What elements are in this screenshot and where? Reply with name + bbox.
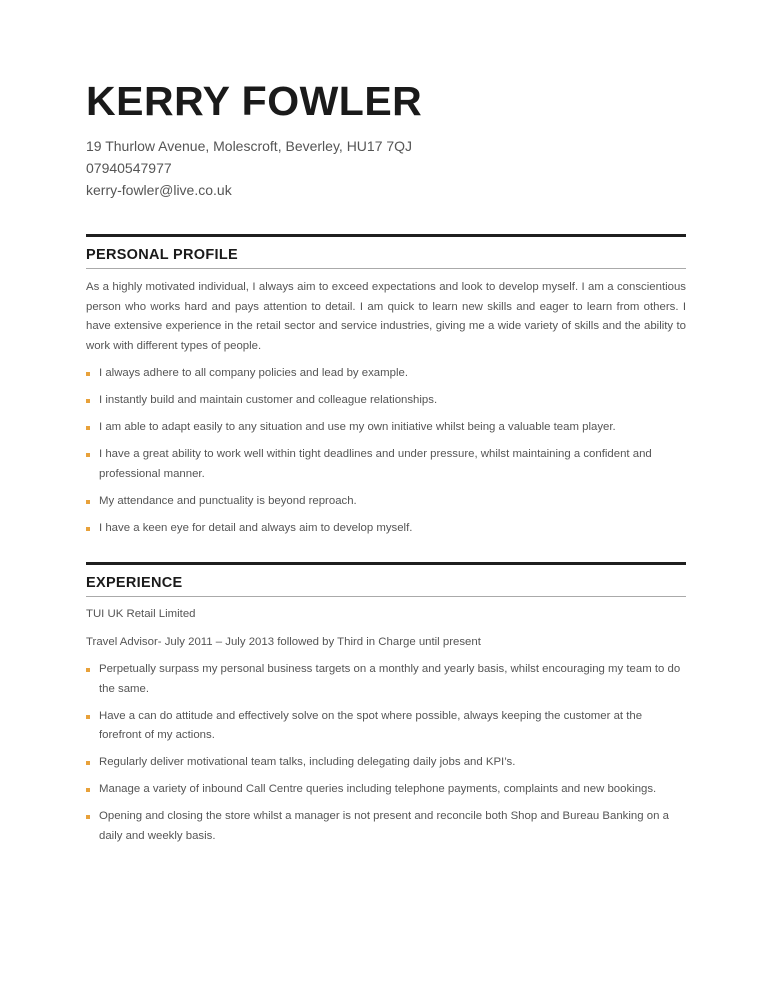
list-item-text: I am able to adapt easily to any situation and use my own initiative whilst being a valuable team player. (99, 421, 616, 433)
experience-bullet-list (86, 660, 686, 846)
profile-heading: PERSONAL PROFILE (86, 247, 238, 263)
list-item (86, 753, 686, 773)
list-item (86, 492, 686, 512)
list-item (86, 519, 686, 539)
list-item-text: My attendance and punctuality is beyond reproach. (99, 494, 357, 507)
bullet-square-icon (86, 372, 90, 376)
address-line: 19 Thurlow Avenue, Molescroft, Beverley, HU17 7QJ (86, 138, 413, 154)
section-underline (86, 596, 686, 597)
job-role: Travel Advisor- July 2011 – July 2013 followed by Third in Charge until present (86, 635, 481, 648)
list-item (86, 780, 686, 800)
list-item-text: Manage a variety of inbound Call Centre queries including telephone payments, complaints and new bookings. (99, 783, 657, 795)
bullet-square-icon (86, 399, 90, 403)
candidate-name: KERRY FOWLER (86, 78, 423, 124)
profile-section (86, 234, 686, 538)
contact-block (86, 135, 412, 201)
list-item-text: Opening and closing the store whilst a manager is not present and reconcile both Shop and Bureau Banking on a daily and weekly basis. (99, 810, 669, 842)
list-item-text: I always adhere to all company policies and lead by example. (99, 367, 408, 379)
list-item-text: Regularly deliver motivational team talks, including delegating daily jobs and KPI’s. (99, 756, 516, 768)
bullet-square-icon (86, 761, 90, 765)
bullet-square-icon (86, 426, 90, 430)
section-underline (86, 268, 686, 269)
list-item-text: I have a great ability to work well within tight deadlines and under pressure, whilst maintaining a confident and professional manner. (99, 448, 652, 480)
list-item (86, 707, 686, 746)
bullet-square-icon (86, 715, 90, 719)
bullet-square-icon (86, 527, 90, 531)
list-item (86, 364, 686, 384)
experience-section (86, 562, 686, 846)
list-item (86, 391, 686, 411)
list-item (86, 660, 686, 699)
bullet-square-icon (86, 453, 90, 457)
experience-heading: EXPERIENCE (86, 575, 183, 591)
profile-paragraph: As a highly motivated individual, I always aim to exceed expectations and look to develop myself. I am a conscientious person who works hard and pays attention to detail. I am quick to learn new skills and eager to learn from others. I have extensive experience in the retail sector and service industries, giving me a wide variety of skills and the ability to work with different types of people. (86, 281, 686, 352)
list-item (86, 418, 686, 438)
list-item-text: I instantly build and maintain customer and colleague relationships. (99, 394, 438, 406)
list-item-text: Have a can do attitude and effectively solve on the spot where possible, always keeping the customer at the forefront of my actions. (99, 709, 643, 741)
bullet-square-icon (86, 788, 90, 792)
list-item (86, 807, 686, 846)
list-item-text: Perpetually surpass my personal business targets on a monthly and yearly basis, whilst encouraging my team to do the same. (99, 663, 681, 695)
email-line: kerry-fowler@live.co.uk (86, 182, 232, 198)
bullet-square-icon (86, 500, 90, 504)
profile-bullet-list (86, 364, 686, 538)
bullet-square-icon (86, 815, 90, 819)
phone-line: 07940547977 (86, 160, 172, 176)
employer-name: TUI UK Retail Limited (86, 608, 196, 620)
list-item-text: I have a keen eye for detail and always aim to develop myself. (99, 521, 413, 534)
bullet-square-icon (86, 668, 90, 672)
list-item (86, 445, 686, 484)
